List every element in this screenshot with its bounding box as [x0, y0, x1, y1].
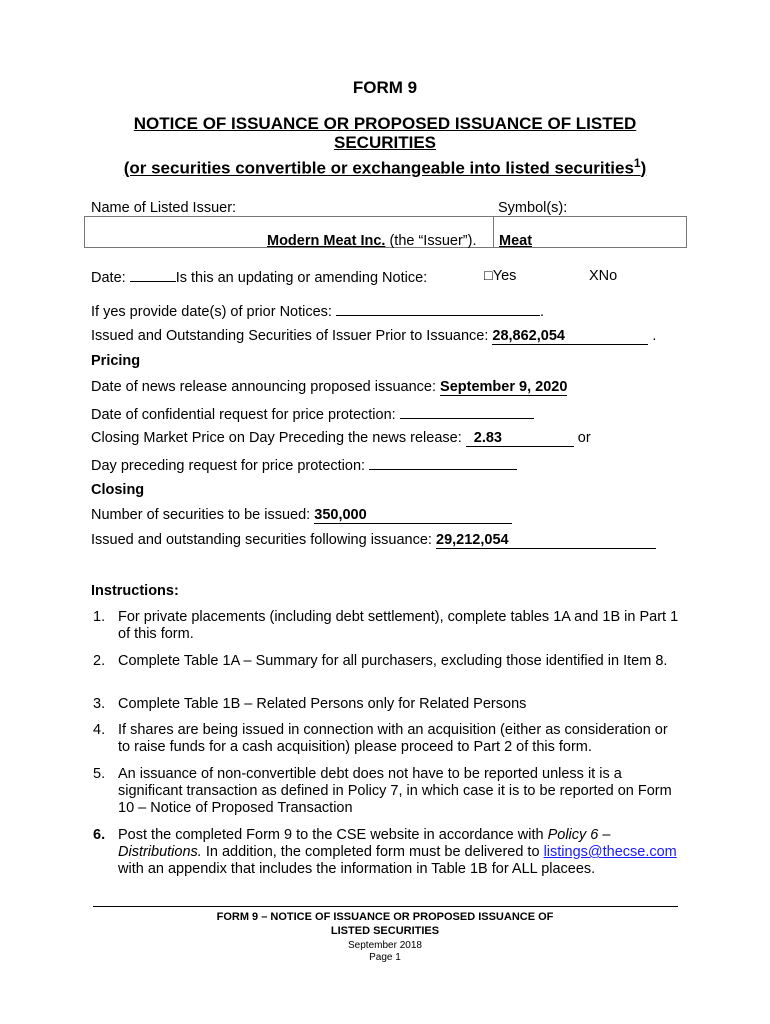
- date-row: [91, 268, 427, 286]
- footer-rule: [93, 906, 678, 907]
- closing-price-row: [91, 430, 591, 447]
- update-question: Is this an updating or amending Notice:: [175, 270, 428, 286]
- instruction-6-part2: In addition, the completed form must be delivered to: [201, 844, 544, 860]
- confidential-row: [91, 405, 534, 423]
- listings-email-link[interactable]: listings@thecse.com: [543, 844, 677, 860]
- instruction-item-5: [93, 766, 683, 817]
- closing-price-label: Closing Market Price on Day Preceding the news release:: [91, 430, 462, 446]
- closing-price-or: or: [577, 430, 591, 446]
- issuer-box-divider: [493, 217, 494, 248]
- instruction-text: An issuance of non-convertible debt does not have to be reported unless it is a significant transaction as defined in Policy 7, in which case it is to be reported on Form 10 – Notice of Proposed Transaction: [118, 766, 672, 816]
- news-release-value: September 9, 2020: [440, 379, 568, 395]
- num-securities-row: [91, 507, 512, 524]
- instruction-num: 5.: [93, 766, 106, 782]
- news-release-label: Date of news release announcing proposed issuance:: [91, 379, 437, 395]
- instruction-text: Complete Table 1A – Summary for all purchasers, excluding those identified in Item 8.: [118, 653, 668, 669]
- outstanding-prior-end: .: [652, 328, 657, 344]
- following-row: [91, 532, 656, 549]
- num-securities-label: Number of securities to be issued:: [91, 507, 311, 523]
- day-preceding-row: [91, 456, 517, 474]
- confidential-label: Date of confidential request for price protection:: [91, 407, 396, 423]
- no-option: XNo: [589, 268, 618, 284]
- instruction-num: 2.: [93, 653, 106, 669]
- confidential-blank: [400, 405, 534, 419]
- issuer-name-suffix: (the “Issuer”).: [385, 233, 477, 249]
- date-blank: [130, 268, 176, 282]
- prior-notices-label: If yes provide date(s) of prior Notices:: [91, 304, 332, 320]
- footer-title-line2: LISTED SECURITIES: [330, 925, 440, 937]
- instruction-item-6: [93, 827, 683, 878]
- footnote-marker: 1: [633, 156, 641, 170]
- instruction-6-part1: Post the completed Form 9 to the CSE website in accordance with: [118, 827, 548, 843]
- following-label: Issued and outstanding securities following issuance:: [91, 532, 432, 548]
- outstanding-prior-value: 28,862,054: [492, 328, 648, 345]
- prior-notices-row: [91, 302, 544, 320]
- pricing-heading: Pricing: [91, 353, 141, 369]
- instruction-text: For private placements (including debt settlement), complete tables 1A and 1B in Part 1 of this form.: [118, 609, 679, 642]
- footer-page-number: Page 1: [369, 952, 401, 963]
- outstanding-prior-label: Issued and Outstanding Securities of Issuer Prior to Issuance:: [91, 328, 489, 344]
- instruction-item-4: [93, 722, 683, 756]
- news-release-row: [91, 379, 567, 396]
- footer-title-line1: FORM 9 – NOTICE OF ISSUANCE OR PROPOSED ISSUANCE OF: [216, 911, 554, 923]
- issuer-name-label: Name of Listed Issuer:: [91, 200, 237, 216]
- instruction-num: 3.: [93, 696, 106, 712]
- instruction-item-3: [93, 696, 683, 713]
- num-securities-value: 350,000: [314, 507, 512, 524]
- following-value: 29,212,054: [436, 532, 656, 549]
- instruction-num: 1.: [93, 609, 106, 625]
- policy-6-ref: Policy 6 – Distributions.: [118, 827, 611, 860]
- closing-price-value: 2.83: [466, 430, 574, 447]
- day-preceding-blank: [369, 456, 517, 470]
- issuer-name-value: Modern Meat Inc.: [267, 233, 386, 249]
- prior-notices-end: .: [540, 304, 545, 320]
- subtitle-close: ): [640, 158, 647, 178]
- instruction-num: 6.: [93, 827, 106, 843]
- day-preceding-label: Day preceding request for price protection:: [91, 458, 366, 474]
- form-title: FORM 9: [352, 78, 418, 97]
- notice-title-line1: NOTICE OF ISSUANCE OR PROPOSED ISSUANCE OF LISTED: [133, 114, 637, 133]
- issuer-name: [267, 233, 476, 249]
- instruction-text: [118, 827, 683, 878]
- instruction-num: 4.: [93, 722, 106, 738]
- instruction-item-2: [93, 653, 683, 670]
- subtitle-text: (or securities convertible or exchangeable into listed securities: [123, 158, 634, 178]
- yes-option: □Yes: [484, 268, 517, 284]
- instruction-text: If shares are being issued in connection with an acquisition (either as consideration or to raise funds for a cash acquisition) please proceed to Part 2 of this form.: [118, 722, 668, 755]
- closing-heading: Closing: [91, 482, 145, 498]
- prior-notices-blank: [336, 302, 540, 316]
- symbol-value: Meat: [499, 233, 533, 249]
- instruction-6-part3: with an appendix that includes the information in Table 1B for ALL placees.: [118, 861, 596, 877]
- symbol-label: Symbol(s):: [498, 200, 568, 216]
- instructions-heading: Instructions:: [91, 583, 179, 599]
- subtitle: [0, 156, 770, 179]
- notice-title-line2: SECURITIES: [333, 133, 437, 152]
- outstanding-prior-row: [91, 328, 656, 345]
- footer-date: September 2018: [348, 940, 422, 951]
- instruction-text: Complete Table 1B – Related Persons only for Related Persons: [118, 696, 527, 712]
- instruction-item-1: [93, 609, 683, 643]
- date-label: Date:: [91, 270, 126, 286]
